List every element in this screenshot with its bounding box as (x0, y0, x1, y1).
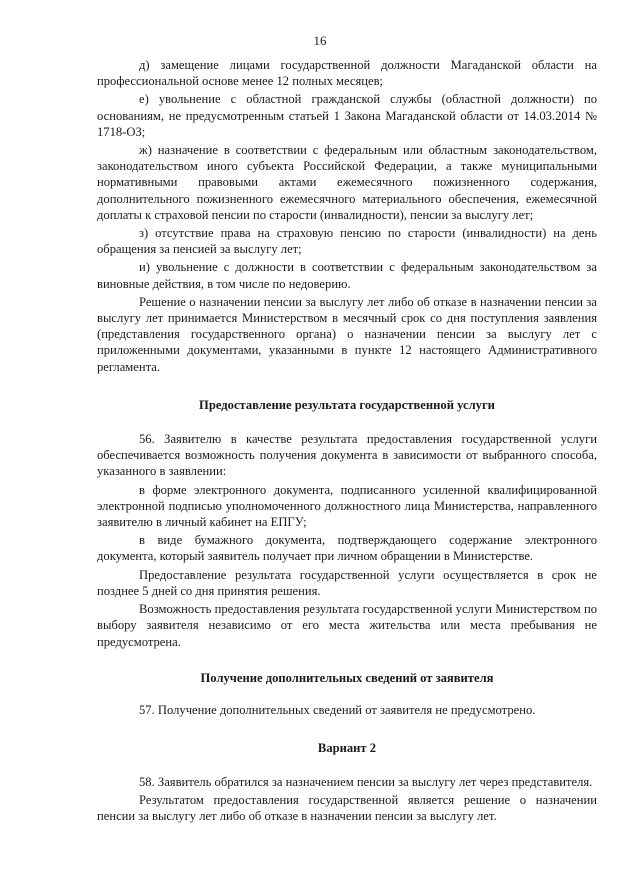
paragraph-extraterritorial: Возможность предоставления результата государственной услуги Министерством по выбору заявителя независимо от его места жительства или места пребывания не предусмотрена. (97, 602, 597, 649)
document-body (97, 57, 597, 824)
paragraph-paper: в виде бумажного документа, подтверждающего содержание электронного документа, который заявитель получает при личном обращении в Министерстве. (97, 533, 597, 564)
section-heading-additional: Получение дополнительных сведений от заявителя (200, 670, 494, 685)
section-heading-variant: Вариант 2 (317, 741, 377, 756)
paragraph-z: з) отсутствие права на страховую пенсию по старости (инвалидности) на день обращения за пенсией за выслугу лет; (97, 226, 597, 257)
paragraph-d: д) замещение лицами государственной должности Магаданской области на профессиональной основе менее 12 полных месяцев; (97, 58, 597, 89)
paragraph-56: 56. Заявителю в качестве результата предоставления государственной услуги обеспечивается возможность получения документа в зависимости от выбранного способа, указанного в заявлении: (97, 432, 597, 479)
page-number: 16 (313, 33, 327, 48)
paragraph-term: Предоставление результата государственной услуги осуществляется в срок не позднее 5 дней со дня принятия решения. (97, 567, 597, 598)
section-heading-result: Предоставление результата государственной услуги (199, 397, 495, 412)
paragraph-variant-result: Результатом предоставления государственной является решение о назначении пенсии за выслугу лет либо об отказе в назначении пенсии за выслугу лет. (97, 792, 597, 823)
paragraph-e: е) увольнение с областной гражданской службы (областной должности) по основаниям, не предусмотренным статьей 1 Закона Магаданской области от 14.03.2014 № 1718-ОЗ; (97, 92, 597, 139)
paragraph-58: 58. Заявитель обратился за назначением пенсии за выслугу лет через представителя. (139, 775, 593, 790)
paragraph-zh: ж) назначение в соответствии с федеральным или областным законодательством, законодательством иного субъекта Российской Федерации, а также муниципальными нормативными правовыми актами ежемесячного пожизненного содержания, дополнительного пожизненного ежемесячного материального обеспечения, ежемесячной доплаты к страховой пенсии по старости (инвалидности), пенсии за выслугу лет; (97, 143, 597, 222)
paragraph-decision: Решение о назначении пенсии за выслугу лет либо об отказе в назначении пенсии за выслугу лет принимается Министерством в месячный срок со дня поступления заявления (представления государственного органа) о назначении пенсии за выслугу лет с приложенными документами, указанными в пункте 12 настоящего Административного регламента. (97, 294, 597, 374)
paragraph-i: и) увольнение с должности в соответствии с федеральным законодательством за виновные действия, в том числе по недоверию. (97, 260, 597, 291)
paragraph-electronic: в форме электронного документа, подписанного усиленной квалифицированной электронной подписью уполномоченного должностного лица Министерства, направленного заявителю в личный кабинет на ЕПГУ; (97, 482, 597, 530)
paragraph-57: 57. Получение дополнительных сведений от заявителя не предусмотрено. (139, 702, 536, 717)
